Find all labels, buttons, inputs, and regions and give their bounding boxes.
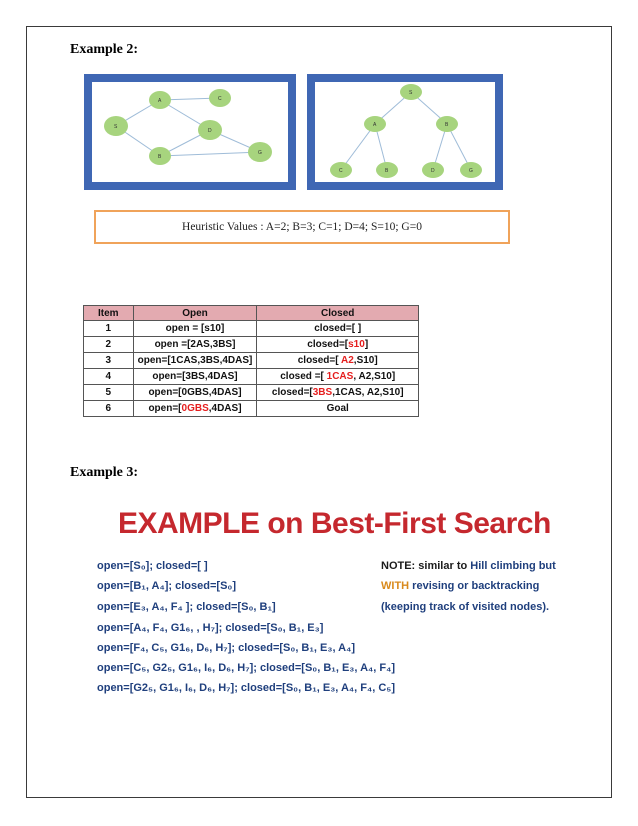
example-2-heading: Example 2: [70, 42, 139, 57]
graph-node-c: C [218, 96, 222, 102]
graph-node-a: A [158, 98, 162, 104]
trace-line-2: open=[B₁, A₄]; closed=[S₀] [97, 580, 237, 592]
cell-closed: closed=[3BS,1CAS, A2,S10] [257, 385, 419, 401]
example-3-heading: Example 3: [70, 465, 139, 480]
trace-line-1: open=[S₀]; closed=[ ] [97, 560, 208, 572]
best-first-search-title: EXAMPLE on Best-First Search [118, 507, 551, 540]
open-closed-table [83, 305, 419, 417]
cell-open: open=[0GBS,4DAS] [133, 385, 257, 401]
cell-open: open=[0GBS,4DAS] [133, 401, 257, 417]
graph-node-d: D [208, 128, 212, 134]
cell-item: 2 [84, 337, 134, 353]
table-row [84, 353, 419, 369]
table-row [84, 337, 419, 353]
header-closed: Closed [257, 306, 419, 321]
tree-image [307, 74, 503, 190]
cell-closed: Goal [257, 401, 419, 417]
header-item: Item [84, 306, 134, 321]
tree-node-b2: B [385, 168, 389, 174]
note-line-3: (keeping track of visited nodes). [381, 601, 550, 613]
graph-image [84, 74, 296, 190]
graph-node-b: B [158, 154, 162, 160]
trace-line-7: open=[G2₅, G1₆, I₆, D₆, H₇]; closed=[S₀, B₁, E₃, A₄, F₄, C₅] [97, 682, 396, 694]
note-line-2: WITH revising or backtracking [381, 580, 540, 592]
tree-node-s: S [409, 90, 413, 96]
trace-line-3: open=[E₃, A₄, F₄ ]; closed=[S₀, B₁] [97, 601, 276, 613]
tree-node-a: A [373, 122, 377, 128]
cell-closed: closed =[ 1CAS, A2,S10] [257, 369, 419, 385]
cell-open: open=[3BS,4DAS] [133, 369, 257, 385]
cell-item: 3 [84, 353, 134, 369]
cell-closed: closed=[ ] [257, 321, 419, 337]
graph-node-s: S [114, 124, 118, 130]
cell-open: open = [s10] [133, 321, 257, 337]
trace-line-5: open=[F₄, C₅, G1₆, D₆, H₇]; closed=[S₀, B₁, E₃, A₄] [97, 642, 356, 654]
header-open: Open [133, 306, 257, 321]
table-row [84, 369, 419, 385]
note-line-1: NOTE: similar to Hill climbing but [381, 560, 556, 572]
trace-line-4: open=[A₄, F₄, G1₆, , H₇]; closed=[S₀, B₁, E₃] [97, 622, 324, 634]
trace-line-6: open=[C₅, G2₅, G1₆, I₆, D₆, H₇]; closed=[S₀, B₁, E₃, A₄, F₄] [97, 662, 396, 674]
heuristic-values-box: Heuristic Values : A=2; B=3; C=1; D=4; S=10; G=0 [94, 210, 510, 244]
tree-node-d: D [431, 168, 435, 174]
tree-node-c: C [339, 168, 343, 174]
cell-item: 1 [84, 321, 134, 337]
cell-item: 6 [84, 401, 134, 417]
cell-open: open=[1CAS,3BS,4DAS] [133, 353, 257, 369]
cell-open: open =[2AS,3BS] [133, 337, 257, 353]
tree-diagram [315, 82, 495, 182]
table-row [84, 401, 419, 417]
table-row [84, 385, 419, 401]
tree-node-g: G [469, 168, 473, 174]
cell-item: 5 [84, 385, 134, 401]
graph-node-g: G [258, 150, 262, 156]
table-header-row [84, 306, 419, 321]
cell-closed: closed=[s10] [257, 337, 419, 353]
cell-closed: closed=[ A2,S10] [257, 353, 419, 369]
graph-diagram [92, 82, 288, 182]
tree-node-b: B [445, 122, 449, 128]
table-row [84, 321, 419, 337]
cell-item: 4 [84, 369, 134, 385]
